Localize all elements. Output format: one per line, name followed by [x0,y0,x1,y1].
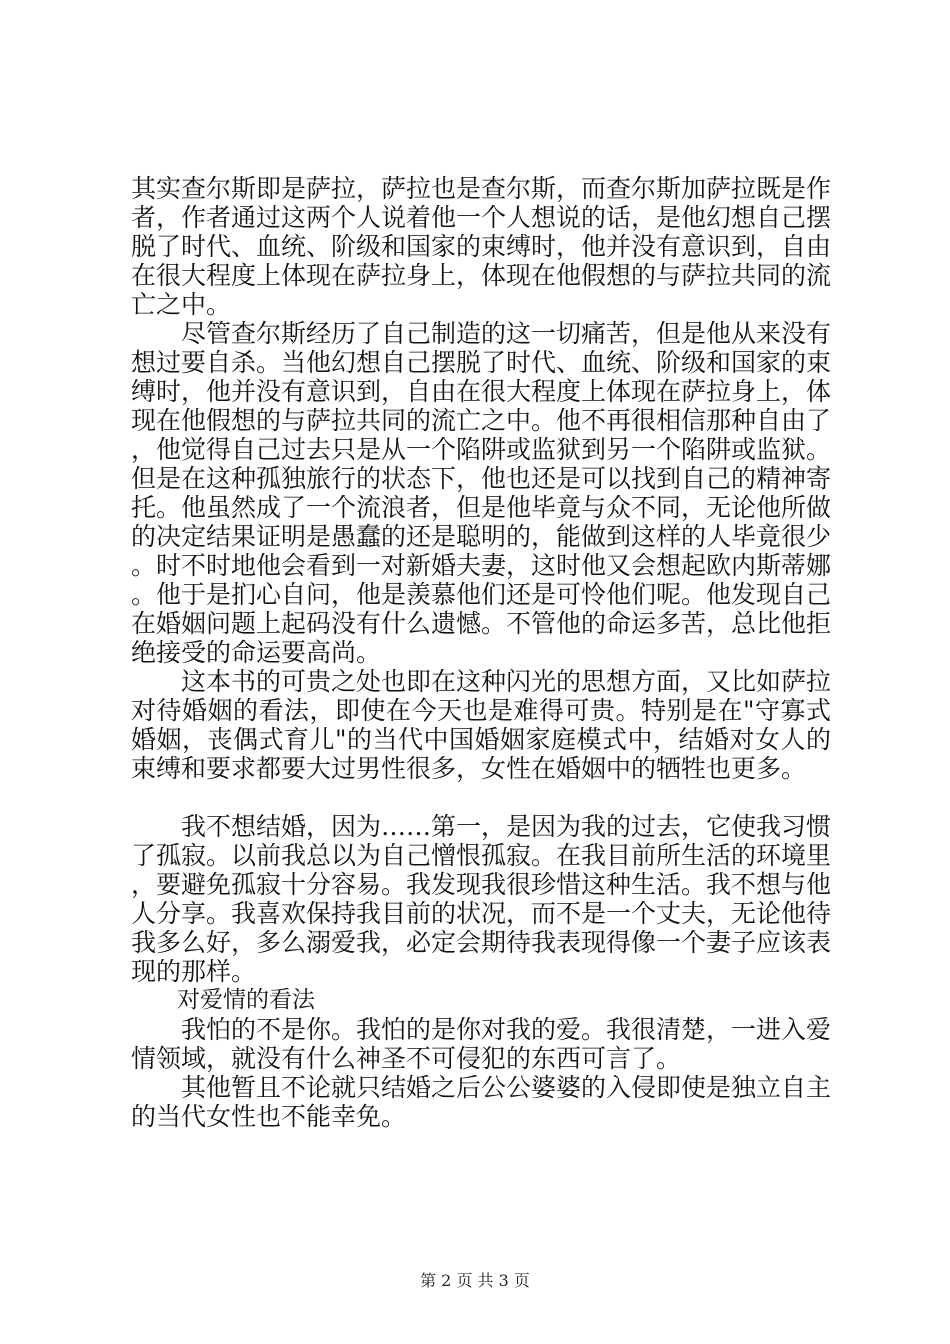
paragraph-1: 其实查尔斯即是萨拉，萨拉也是查尔斯，而查尔斯加萨拉既是作者，作者通过这两个人说着他一个人想说的话，是他幻想自己摆脱了时代、血统、阶级和国家的束缚时，他并没有意识到，自由在很大程度上体现在萨拉身上，体现在他假想的与萨拉共同的流亡之中。 [131,174,832,319]
paragraph-2: 尽管查尔斯经历了自己制造的这一切痛苦，但是他从来没有想过要自杀。当他幻想自己摆脱了时代、血统、阶级和国家的束缚时，他并没有意识到，自由在很大程度上体现在萨拉身上，体现在他假想的与萨拉共同的流亡之中。他不再很相信那种自由了，他觉得自己过去只是从一个陷阱或监狱到另一个陷阱或监狱。但是在这种孤独旅行的状态下，他也还是可以找到自己的精神寄托。他虽然成了一个流浪者，但是他毕竟与众不同，无论他所做的决定结果证明是愚蠢的还是聪明的，能做到这样的人毕竟很少。时不时地他会看到一对新婚夫妻，这时他又会想起欧内斯蒂娜。他于是扪心自问，他是羡慕他们还是可怜他们呢。他发现自己在婚姻问题上起码没有什么遗憾。不管他的命运多苦，总比他拒绝接受的命运要高尚。 [131,319,832,667]
paragraph-4: 我不想结婚，因为……第一，是因为我的过去，它使我习惯了孤寂。以前我总以为自己憎恨孤寂。在我目前所生活的环境里，要避免孤寂十分容易。我发现我很珍惜这种生活。我不想与他人分享。我喜欢保持我目前的状况，而不是一个丈夫，无论他待我多么好，多么溺爱我，必定会期待我表现得像一个妻子应该表现的那样。 [131,812,832,986]
page-footer: 第 2 页 共 3 页 [420,1271,530,1290]
paragraph-3: 这本书的可贵之处也即在这种闪光的思想方面，又比如萨拉对待婚姻的看法，即使在今天也是难得可贵。特别是在"守寡式婚姻，丧偶式育儿"的当代中国婚姻家庭模式中，结婚对女人的束缚和要求都要大过男性很多，女性在婚姻中的牺牲也更多。 [131,667,832,783]
paragraph-gap [131,783,831,812]
paragraph-6: 其他暂且不论就只结婚之后公公婆婆的入侵即使是独立自主的当代女性也不能幸免。 [131,1073,832,1131]
section-heading-love: 对爱情的看法 [177,987,315,1013]
paragraph-5: 我怕的不是你。我怕的是你对我的爱。我很清楚，一进入爱情领域，就没有什么神圣不可侵犯的东西可言了。 [131,1015,832,1073]
document-body [131,174,831,1131]
